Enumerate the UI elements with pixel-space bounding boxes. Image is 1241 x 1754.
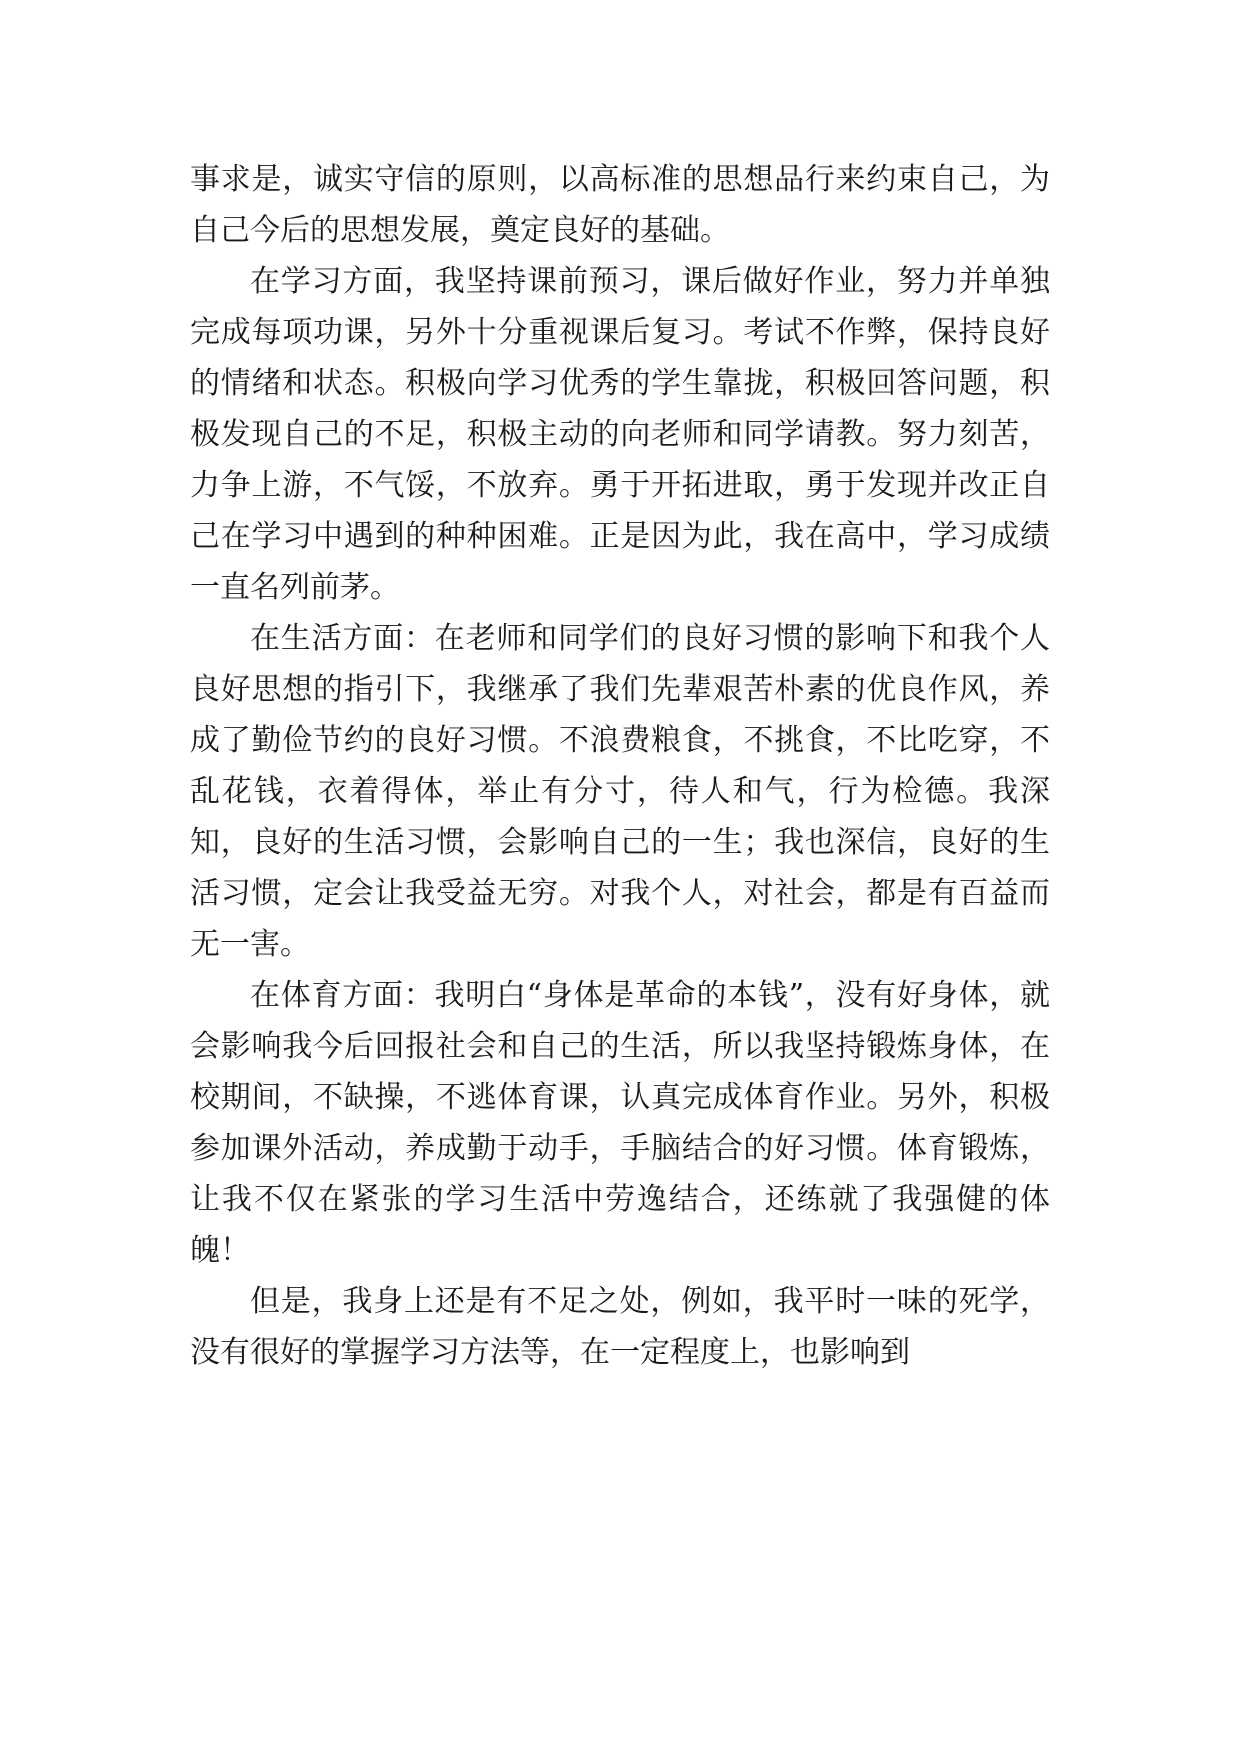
paragraph-sports: 在体育方面：我明白“身体是革命的本钱”，没有好身体，就会影响我今后回报社会和自己的生活，所以我坚持锻炼身体，在校期间，不缺操，不逃体育课，认真完成体育作业。另外，积极参加课外活动，养成勤于动手，手脑结合的好习惯。体育锻炼，让我不仅在紧张的学习生活中劳逸结合，还练就了我强健的体魄！ [190,978,1050,1268]
paragraph-life: 在生活方面：在老师和同学们的良好习惯的影响下和我个人良好思想的指引下，我继承了我们先辈艰苦朴素的优良作风，养成了勤俭节约的良好习惯。不浪费粮食，不挑食，不比吃穿，不乱花钱，衣着得体，举止有分寸，待人和气，行为检德。我深知，良好的生活习惯，会影响自己的一生；我也深信，良好的生活习惯，定会让我受益无穷。对我个人，对社会，都是有百益而无一害。 [190,621,1050,962]
paragraph-shortcomings: 但是，我身上还是有不足之处，例如，我平时一味的死学，没有很好的掌握学习方法等，在一定程度上，也影响到 [190,1284,1050,1370]
paragraph-study: 在学习方面，我坚持课前预习，课后做好作业，努力并单独完成每项功课，另外十分重视课后复习。考试不作弊，保持良好的情绪和状态。积极向学习优秀的学生靠拢，积极回答问题，积极发现自己的不足，积极主动的向老师和同学请教。努力刻苦，力争上游，不气馁，不放弃。勇于开拓进取，勇于发现并改正自己在学习中遇到的种种困难。正是因为此，我在高中，学习成绩一直名列前茅。 [190,264,1050,605]
document-body [190,154,1050,1378]
paragraph-moral-continued: 事求是，诚实守信的原则，以高标准的思想品行来约束自己，为自己今后的思想发展，奠定良好的基础。 [190,162,1050,248]
